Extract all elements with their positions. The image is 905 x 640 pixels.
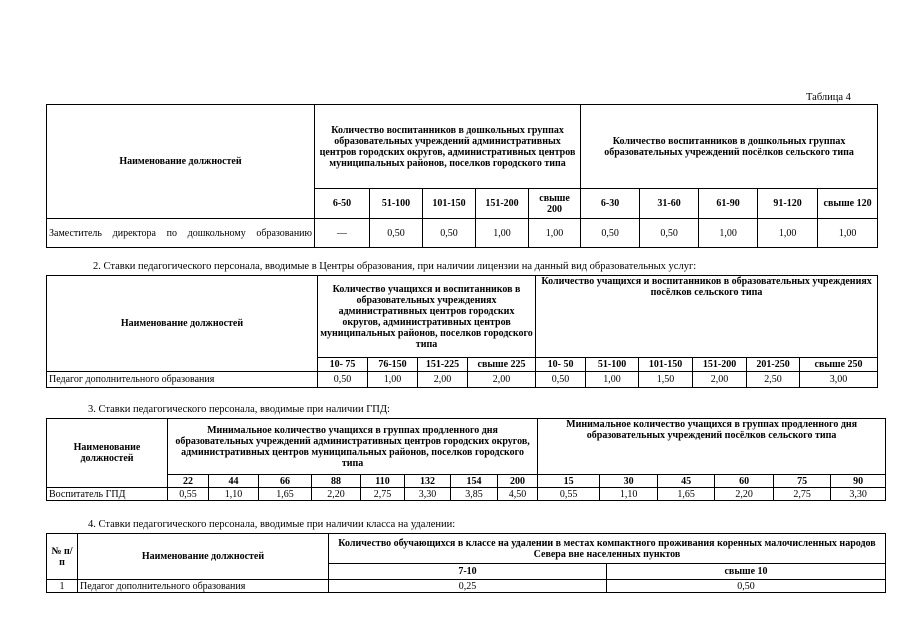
cell-value: 1,00 bbox=[529, 219, 581, 248]
col-header: 22 bbox=[168, 475, 209, 488]
table-remote-class bbox=[46, 533, 886, 593]
col-header: 75 bbox=[774, 475, 831, 488]
col-header: 101-150 bbox=[639, 358, 693, 372]
col-header: 151-200 bbox=[476, 189, 529, 219]
col-header: 90 bbox=[831, 475, 886, 488]
header-group-city: Количество учащихся и воспитанников в образовательных учреждениях административных центров городских округов, административных центров муниципальных районов, поселков городского типа bbox=[318, 276, 536, 358]
cell-value: 3,85 bbox=[451, 488, 498, 501]
header-group-city: Количество воспитанников в дошкольных группах образовательных учреждений административных центров городских округов, административных центров муниципальных районов, поселков городского типа bbox=[315, 105, 581, 189]
col-header: 132 bbox=[405, 475, 451, 488]
col-header: 45 bbox=[658, 475, 715, 488]
cell-value: 1,10 bbox=[600, 488, 658, 501]
header-group: Количество обучающихся в классе на удалении в местах компактного проживания коренных малочисленных народов Севера вне населенных пунктов bbox=[329, 534, 886, 564]
header-position-name: Наименование должностей bbox=[47, 105, 315, 219]
cell-value: 4,50 bbox=[498, 488, 538, 501]
col-header: свыше 10 bbox=[607, 564, 886, 580]
cell-value: 0,50 bbox=[318, 372, 368, 388]
cell-value: 1,65 bbox=[259, 488, 312, 501]
table-extended-day-groups bbox=[46, 418, 886, 501]
table-row bbox=[47, 580, 886, 593]
cell-value: 0,25 bbox=[329, 580, 607, 593]
col-header: 51-100 bbox=[586, 358, 639, 372]
header-group-rural: Количество воспитанников в дошкольных группах образовательных учреждений посёлков сельского типа bbox=[581, 105, 878, 189]
header-position-name: Наименование должностей bbox=[78, 534, 329, 580]
cell-value: 0,50 bbox=[536, 372, 586, 388]
section-3-caption: 3. Ставки педагогического персонала, вводимые при наличии ГПД: bbox=[88, 404, 390, 415]
table-row bbox=[47, 488, 886, 501]
cell-value: 3,00 bbox=[800, 372, 878, 388]
cell-value: 2,75 bbox=[774, 488, 831, 501]
header-position-name: Наименование должностей bbox=[47, 276, 318, 372]
col-header: 51-100 bbox=[370, 189, 423, 219]
row-position-name: Заместитель директора по дошкольному образованию bbox=[47, 219, 315, 248]
col-header: 201-250 bbox=[747, 358, 800, 372]
row-number: 1 bbox=[47, 580, 78, 593]
cell-value: 1,00 bbox=[368, 372, 418, 388]
col-header: 76-150 bbox=[368, 358, 418, 372]
col-header: свыше 250 bbox=[800, 358, 878, 372]
col-header: 88 bbox=[312, 475, 361, 488]
header-row-number: № п/п bbox=[47, 534, 78, 580]
col-header: 60 bbox=[715, 475, 774, 488]
col-header: 110 bbox=[361, 475, 405, 488]
cell-value: 2,75 bbox=[361, 488, 405, 501]
cell-value: 3,30 bbox=[831, 488, 886, 501]
table-row bbox=[47, 372, 878, 388]
cell-value: 2,00 bbox=[418, 372, 468, 388]
cell-value: 0,55 bbox=[538, 488, 600, 501]
col-header: 151-200 bbox=[693, 358, 747, 372]
col-header: 200 bbox=[498, 475, 538, 488]
header-group-rural: Количество учащихся и воспитанников в образовательных учреждениях посёлков сельского типа bbox=[536, 276, 878, 358]
col-header: 7-10 bbox=[329, 564, 607, 580]
table-row bbox=[47, 219, 878, 248]
cell-value: 2,00 bbox=[693, 372, 747, 388]
cell-value: 1,00 bbox=[699, 219, 758, 248]
cell-value: 2,20 bbox=[715, 488, 774, 501]
col-header: 101-150 bbox=[423, 189, 476, 219]
cell-value: 3,30 bbox=[405, 488, 451, 501]
col-header: 151-225 bbox=[418, 358, 468, 372]
cell-value: 1,00 bbox=[586, 372, 639, 388]
cell-value: 2,50 bbox=[747, 372, 800, 388]
col-header: 91-120 bbox=[758, 189, 818, 219]
table-label: Таблица 4 bbox=[806, 92, 851, 103]
cell-value: 1,65 bbox=[658, 488, 715, 501]
table-education-centers bbox=[46, 275, 878, 388]
cell-value: 1,50 bbox=[639, 372, 693, 388]
cell-value: 2,20 bbox=[312, 488, 361, 501]
col-header: 66 bbox=[259, 475, 312, 488]
col-header: 61-90 bbox=[699, 189, 758, 219]
header-position-name: Наименование должностей bbox=[47, 419, 168, 488]
col-header: 30 bbox=[600, 475, 658, 488]
col-header: 44 bbox=[209, 475, 259, 488]
cell-value: 1,00 bbox=[758, 219, 818, 248]
section-4-caption: 4. Ставки педагогического персонала, вводимые при наличии класса на удалении: bbox=[88, 519, 456, 530]
cell-value: 0,50 bbox=[370, 219, 423, 248]
cell-value: 1,10 bbox=[209, 488, 259, 501]
cell-value: 0,55 bbox=[168, 488, 209, 501]
col-header: 6-30 bbox=[581, 189, 640, 219]
cell-value: — bbox=[315, 219, 370, 248]
cell-value: 0,50 bbox=[423, 219, 476, 248]
row-position-name: Воспитатель ГПД bbox=[47, 488, 168, 501]
header-group-city: Минимальное количество учащихся в группах продленного дня образовательных учреждений административных центров городских округов, административных центров муниципальных районов, поселков городского типа bbox=[168, 419, 538, 475]
cell-value: 2,00 bbox=[468, 372, 536, 388]
col-header: 154 bbox=[451, 475, 498, 488]
table-preschool-deputy bbox=[46, 104, 878, 248]
col-header: 15 bbox=[538, 475, 600, 488]
col-header: 6-50 bbox=[315, 189, 370, 219]
cell-value: 0,50 bbox=[607, 580, 886, 593]
col-header: 10- 75 bbox=[318, 358, 368, 372]
cell-value: 1,00 bbox=[818, 219, 878, 248]
row-position-name: Педагог дополнительного образования bbox=[47, 372, 318, 388]
header-group-rural: Минимальное количество учащихся в группах продленного дня образовательных учреждений посёлков сельского типа bbox=[538, 419, 886, 475]
cell-value: 0,50 bbox=[640, 219, 699, 248]
section-2-caption: 2. Ставки педагогического персонала, вводимые в Центры образования, при наличии лицензии на данный вид образовательных услуг: bbox=[93, 261, 697, 272]
col-header: 31-60 bbox=[640, 189, 699, 219]
cell-value: 1,00 bbox=[476, 219, 529, 248]
cell-value: 0,50 bbox=[581, 219, 640, 248]
row-position-name: Педагог дополнительного образования bbox=[78, 580, 329, 593]
col-header: 10- 50 bbox=[536, 358, 586, 372]
col-header: свыше 120 bbox=[818, 189, 878, 219]
col-header: свыше 200 bbox=[529, 189, 581, 219]
col-header: свыше 225 bbox=[468, 358, 536, 372]
